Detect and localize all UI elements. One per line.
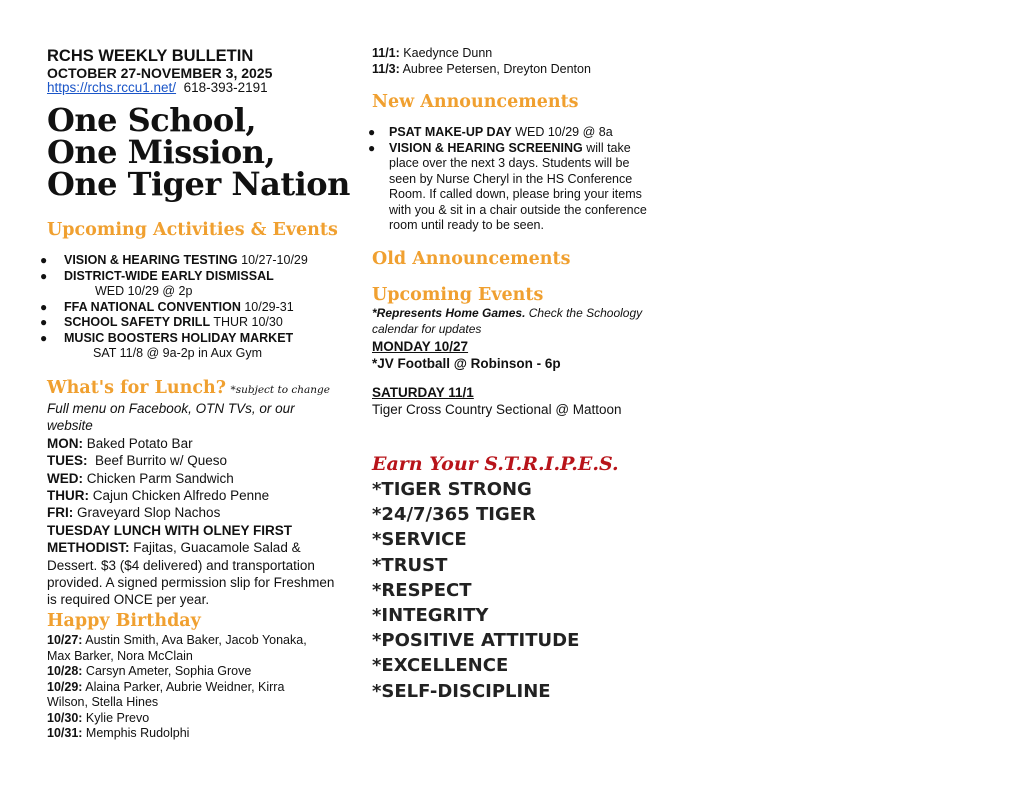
lunch-day: WED: Chicken Parm Sandwich	[47, 470, 234, 486]
stripe-item: *SELF-DISCIPLINE	[372, 680, 551, 702]
old-announcements-heading: Old Announcements	[372, 249, 571, 269]
list-item: ● MUSIC BOOSTERS HOLIDAY MARKET	[40, 330, 294, 345]
menu-note: Full menu on Facebook, OTN TVs, or our website	[47, 401, 295, 434]
birthday-list-continued	[372, 46, 662, 77]
lunch-heading: What's for Lunch?	[47, 378, 226, 398]
list-item-detail: WED 10/29 @ 2p	[95, 284, 193, 298]
list-item: ● VISION & HEARING TESTING 10/27-10/29	[40, 253, 308, 267]
stripe-item: *TRUST	[372, 554, 448, 576]
list-item: ● DISTRICT-WIDE EARLY DISMISSAL	[40, 268, 274, 283]
stripe-item: *INTEGRITY	[372, 605, 489, 627]
motto-line-1: One School,	[47, 101, 256, 139]
events-list	[372, 338, 662, 419]
bullet-icon: ●	[40, 330, 48, 345]
birthday-entry: 10/29: Alaina Parker, Aubrie Weidner, Kirra Wilson, Stella Hines	[47, 679, 285, 709]
bulletin-title: RCHS WEEKLY BULLETIN	[47, 47, 254, 65]
events-note: *Represents Home Games. Check the Schoology calendar for updates	[372, 306, 643, 336]
birthday-entry: 10/28: Carsyn Ameter, Sophia Grove	[47, 664, 252, 678]
tuesday-lunch-details: METHODIST: Fajitas, Guacamole Salad & Dessert. $3 ($4 delivered) and transportation provided. A signed permission slip for Freshmen is required ONCE per year.	[47, 540, 335, 608]
bullet-icon: ●	[368, 140, 376, 155]
website-link[interactable]: https://rchs.rccu1.net/	[47, 80, 177, 95]
activities-list	[40, 253, 337, 362]
birthday-list	[47, 633, 317, 742]
event-day: SATURDAY 11/1	[372, 384, 474, 400]
stripe-item: *EXCELLENCE	[372, 655, 509, 677]
stripe-item: *TIGER STRONG	[372, 479, 532, 500]
list-item: ● FFA NATIONAL CONVENTION 10/29-31	[40, 299, 294, 314]
lunch-heading-row	[47, 377, 330, 399]
new-announcements-list	[368, 125, 654, 234]
lunch-day: MON: Baked Potato Bar	[47, 435, 193, 451]
lunch-day: TUES: Beef Burrito w/ Queso	[47, 453, 228, 469]
birthday-entry: 10/30: Kylie Prevo	[47, 710, 150, 725]
event-item: Tiger Cross Country Sectional @ Mattoon	[372, 402, 622, 418]
bullet-icon: ●	[368, 125, 376, 139]
list-item: ● VISION & HEARING SCREENING will take place over the next 3 days. Students will be seen by Nurse Cheryl in the HS Conference Room. If called down, please bring your items with you & sit in a chair outside the conference room until ready to be seen.	[368, 140, 647, 232]
new-announcements-heading: New Announcements	[372, 92, 579, 112]
bullet-icon: ●	[40, 315, 48, 329]
upcoming-events-heading: Upcoming Events	[372, 285, 544, 305]
birthday-heading: Happy Birthday	[47, 611, 201, 631]
event-day: MONDAY 10/27	[372, 339, 469, 354]
tuesday-lunch-title: TUESDAY LUNCH WITH OLNEY FIRST	[47, 522, 293, 538]
motto	[47, 101, 350, 203]
contact-line	[47, 80, 268, 96]
stripe-item: *RESPECT	[372, 579, 472, 601]
phone-number: 618-393-2191	[183, 80, 268, 95]
list-item: ● PSAT MAKE-UP DAY WED 10/29 @ 8a	[368, 125, 613, 139]
bullet-icon: ●	[40, 253, 48, 267]
upcoming-activities-heading: Upcoming Activities & Events	[47, 220, 338, 240]
event-item: *JV Football @ Robinson - 6p	[372, 356, 561, 372]
motto-line-2: One Mission,	[47, 133, 276, 171]
birthday-entry: 10/27: Austin Smith, Ava Baker, Jacob Yonaka, Max Barker, Nora McClain	[47, 633, 307, 663]
birthday-entry: 11/1: Kaedynce Dunn	[372, 46, 493, 60]
lunch-day: THUR: Cajun Chicken Alfredo Penne	[47, 488, 270, 504]
stripes-title: Earn Your S.T.R.I.P.E.S.	[372, 453, 619, 475]
list-item: ● SCHOOL SAFETY DRILL THUR 10/30	[40, 315, 283, 329]
lunch-day: FRI: Graveyard Slop Nachos	[47, 505, 221, 521]
birthday-entry: 10/31: Memphis Rudolphi	[47, 726, 190, 740]
bullet-icon: ●	[40, 268, 48, 283]
bulletin-dates: OCTOBER 27-NOVEMBER 3, 2025	[47, 65, 273, 81]
stripe-item: *24/7/365 TIGER	[372, 504, 536, 526]
lunch-menu	[47, 400, 337, 609]
bullet-icon: ●	[40, 299, 48, 314]
stripe-item: *SERVICE	[372, 529, 467, 551]
lunch-note: *subject to change	[230, 384, 330, 396]
list-item-detail: SAT 11/8 @ 9a-2p in Aux Gym	[93, 346, 263, 360]
stripe-item: *POSITIVE ATTITUDE	[372, 630, 580, 652]
birthday-entry: 11/3: Aubree Petersen, Dreyton Denton	[372, 61, 591, 76]
motto-line-3: One Tiger Nation	[47, 165, 350, 203]
stripes-list	[372, 477, 579, 704]
